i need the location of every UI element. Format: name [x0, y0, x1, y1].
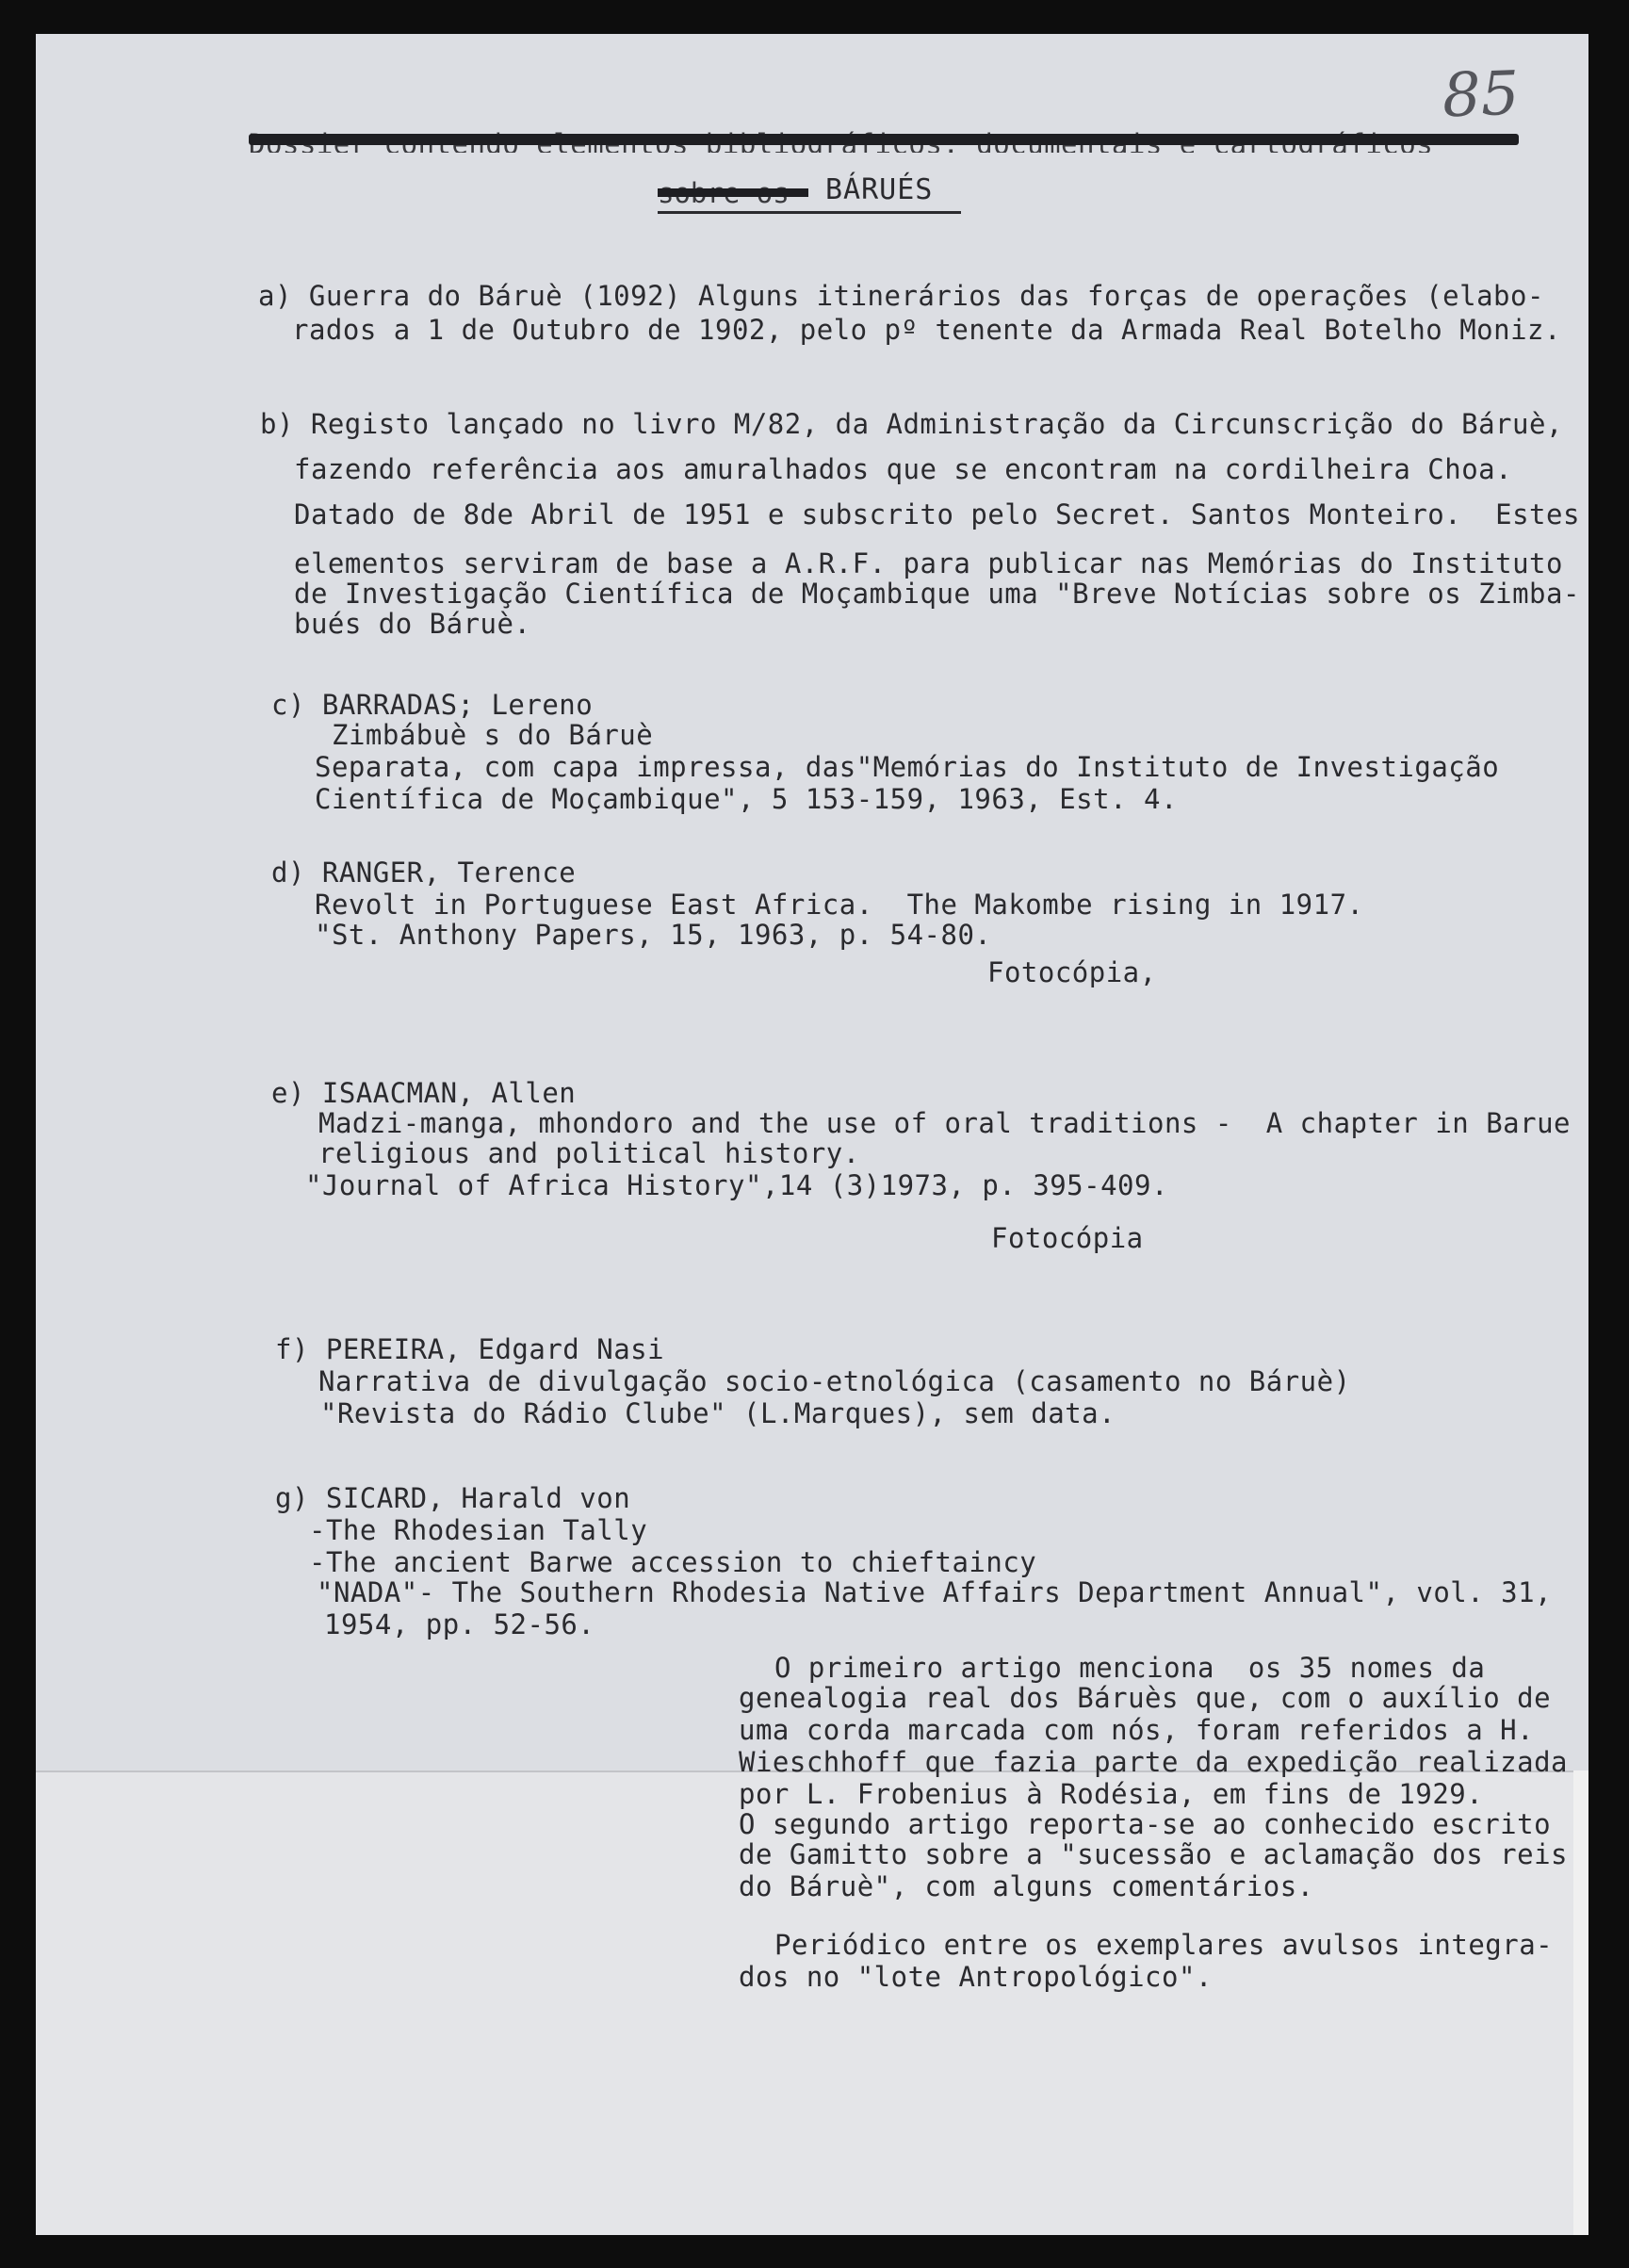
text-line: Datado de 8de Abril de 1951 e subscrito pelo Secret. Santos Monteiro. Estes — [294, 498, 1580, 530]
handwritten-page-number: 85 — [1441, 58, 1521, 132]
text-line: e) ISAACMAN, Allen — [271, 1077, 577, 1109]
heading-strike-bar — [658, 188, 808, 197]
text-line: -The Rhodesian Tally — [309, 1514, 648, 1546]
text-line: religious and political history. — [318, 1137, 860, 1169]
text-line: Madzi-manga, mhondoro and the use of oral traditions - A chapter in Barue — [318, 1107, 1572, 1139]
text-line: Narrativa de divulgação socio-etnológica (casamento no Báruè) — [318, 1365, 1351, 1397]
text-line: Científica de Moçambique", 5 153-159, 1963, Est. 4. — [315, 783, 1178, 815]
text-line: genealogia real dos Báruès que, com o auxílio de — [739, 1682, 1552, 1714]
text-line: -The ancient Barwe accession to chieftaincy — [309, 1546, 1037, 1578]
text-line: f) PEREIRA, Edgard Nasi — [275, 1333, 665, 1365]
text-line: Wieschhoff que fazia parte da expedição realizada — [739, 1746, 1569, 1778]
struck-out-title — [249, 124, 1519, 153]
text-line: bués do Báruè. — [294, 608, 531, 640]
text-line: de Gamitto sobre a "sucessão e aclamação dos reis — [739, 1838, 1569, 1870]
document-page — [36, 34, 1588, 2235]
heading-underline — [658, 211, 961, 214]
pasted-paper-edge — [1573, 1770, 1588, 2235]
text-line: Zimbábuè s do Báruè — [332, 719, 654, 751]
text-line: 1954, pp. 52-56. — [324, 1608, 595, 1640]
text-line: O segundo artigo reporta-se ao conhecido escrito — [739, 1808, 1552, 1840]
text-line: uma corda marcada com nós, foram referidos a H. — [739, 1714, 1535, 1746]
document-heading: BÁRUÉS — [825, 173, 934, 206]
text-line: "Journal of Africa History",14 (3)1973, p. 395-409. — [305, 1169, 1168, 1201]
text-line: "St. Anthony Papers, 15, 1963, p. 54-80. — [315, 919, 992, 951]
text-line: por L. Frobenius à Rodésia, em fins de 1929. — [739, 1778, 1484, 1810]
text-line: rados a 1 de Outubro de 1902, pelo pº tenente da Armada Real Botelho Moniz. — [292, 314, 1561, 346]
text-line: b) Registo lançado no livro M/82, da Administração da Circunscrição do Báruè, — [260, 408, 1563, 440]
text-line: Separata, com capa impressa, das"Memórias do Instituto de Investigação — [315, 751, 1500, 783]
text-line: Periódico entre os exemplares avulsos integra- — [774, 1929, 1554, 1961]
text-line: Revolt in Portuguese East Africa. The Makombe rising in 1917. — [315, 889, 1364, 921]
text-line: "NADA"- The Southern Rhodesia Native Affairs Department Annual", vol. 31, — [317, 1576, 1553, 1608]
text-line: Fotocópia — [991, 1222, 1144, 1254]
text-line: d) RANGER, Terence — [271, 857, 577, 889]
text-line: dos no "lote Antropológico". — [739, 1961, 1213, 1993]
text-line: de Investigação Científica de Moçambique uma "Breve Notícias sobre os Zimba- — [294, 578, 1580, 610]
text-line: elementos serviram de base a A.R.F. para publicar nas Memórias do Instituto — [294, 547, 1563, 579]
text-line: Fotocópia, — [987, 956, 1157, 988]
text-line: g) SICARD, Harald von — [275, 1482, 631, 1514]
text-line: O primeiro artigo menciona os 35 nomes da — [774, 1652, 1486, 1684]
text-line: c) BARRADAS; Lereno — [271, 689, 594, 721]
text-line: "Revista do Rádio Clube" (L.Marques), sem data. — [320, 1397, 1116, 1429]
strike-through-bar — [249, 134, 1519, 145]
text-line: fazendo referência aos amuralhados que se encontram na cordilheira Choa. — [294, 453, 1513, 485]
text-line: do Báruè", com alguns comentários. — [739, 1870, 1314, 1902]
text-line: a) Guerra do Báruè (1092) Alguns itinerários das forças de operações (elabo- — [258, 280, 1544, 312]
